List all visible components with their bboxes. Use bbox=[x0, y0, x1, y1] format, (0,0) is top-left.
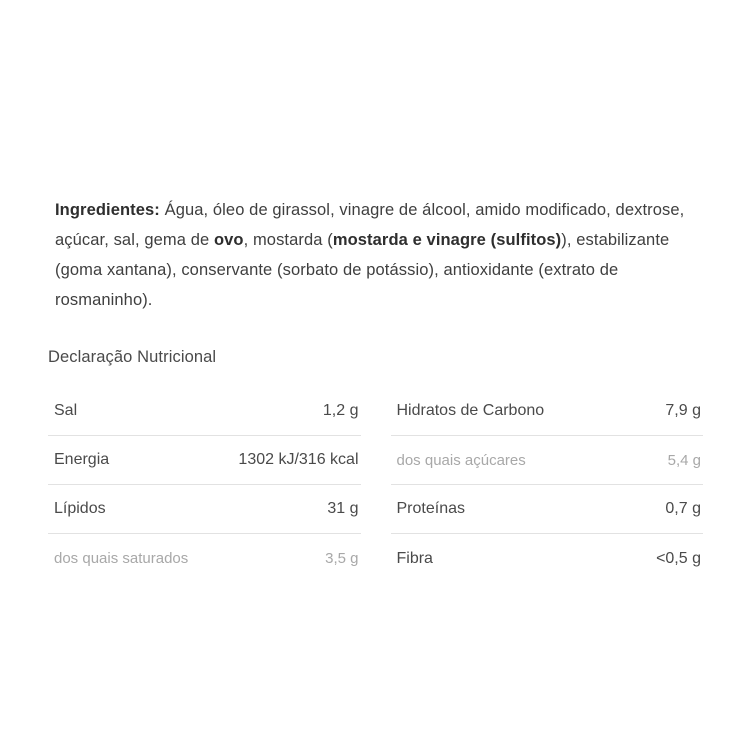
table-row bbox=[48, 485, 361, 534]
table-row bbox=[391, 534, 704, 583]
ingredients-text-part-2: , mostarda ( bbox=[243, 230, 333, 249]
table-row bbox=[391, 436, 704, 485]
nutrient-value: 3,5 g bbox=[325, 550, 359, 567]
nutrient-label: Sal bbox=[54, 402, 78, 419]
table-row bbox=[391, 485, 704, 534]
nutrient-label: Fibra bbox=[396, 549, 433, 567]
nutrition-table-right bbox=[391, 387, 704, 583]
nutrient-value: <0,5 g bbox=[656, 549, 701, 567]
nutrient-label: Lípidos bbox=[54, 500, 106, 517]
nutrient-value: 0,7 g bbox=[665, 500, 701, 517]
nutrient-value: 1302 kJ/316 kcal bbox=[238, 451, 359, 468]
nutrient-label: dos quais saturados bbox=[54, 550, 189, 567]
nutrient-label: Energia bbox=[54, 451, 110, 468]
ingredients-text-part-3: ), estabilizante (goma xantana), conservante (sorbato de potássio), antioxidante (extrato de rosmaninho). bbox=[55, 230, 670, 309]
nutrient-label: dos quais açúcares bbox=[396, 451, 526, 469]
table-row bbox=[48, 534, 361, 583]
table-row bbox=[391, 387, 704, 436]
table-row bbox=[48, 436, 361, 485]
nutrition-tables bbox=[48, 387, 703, 583]
table-row bbox=[48, 387, 361, 436]
nutrition-title: Declaração Nutricional bbox=[48, 348, 217, 366]
allergen-ovo: ovo bbox=[213, 230, 244, 249]
allergen-mostarda-sulfitos: mostarda e vinagre (sulfitos) bbox=[332, 230, 562, 249]
nutrient-value: 1,2 g bbox=[322, 402, 359, 419]
ingredients-text-part-1: Água, óleo de girassol, vinagre de álcool, amido modificado, dextrose, açúcar, sal, gema de bbox=[55, 200, 685, 249]
nutrient-value: 7,9 g bbox=[665, 402, 701, 419]
nutrient-label: Proteínas bbox=[396, 500, 465, 517]
nutrient-label: Hidratos de Carbono bbox=[396, 402, 545, 419]
nutrient-value: 31 g bbox=[327, 500, 359, 517]
ingredients-paragraph bbox=[55, 195, 700, 315]
nutrition-table-left bbox=[48, 387, 361, 583]
ingredients-label: Ingredientes: bbox=[55, 200, 160, 219]
nutrient-value: 5,4 g bbox=[667, 451, 701, 469]
